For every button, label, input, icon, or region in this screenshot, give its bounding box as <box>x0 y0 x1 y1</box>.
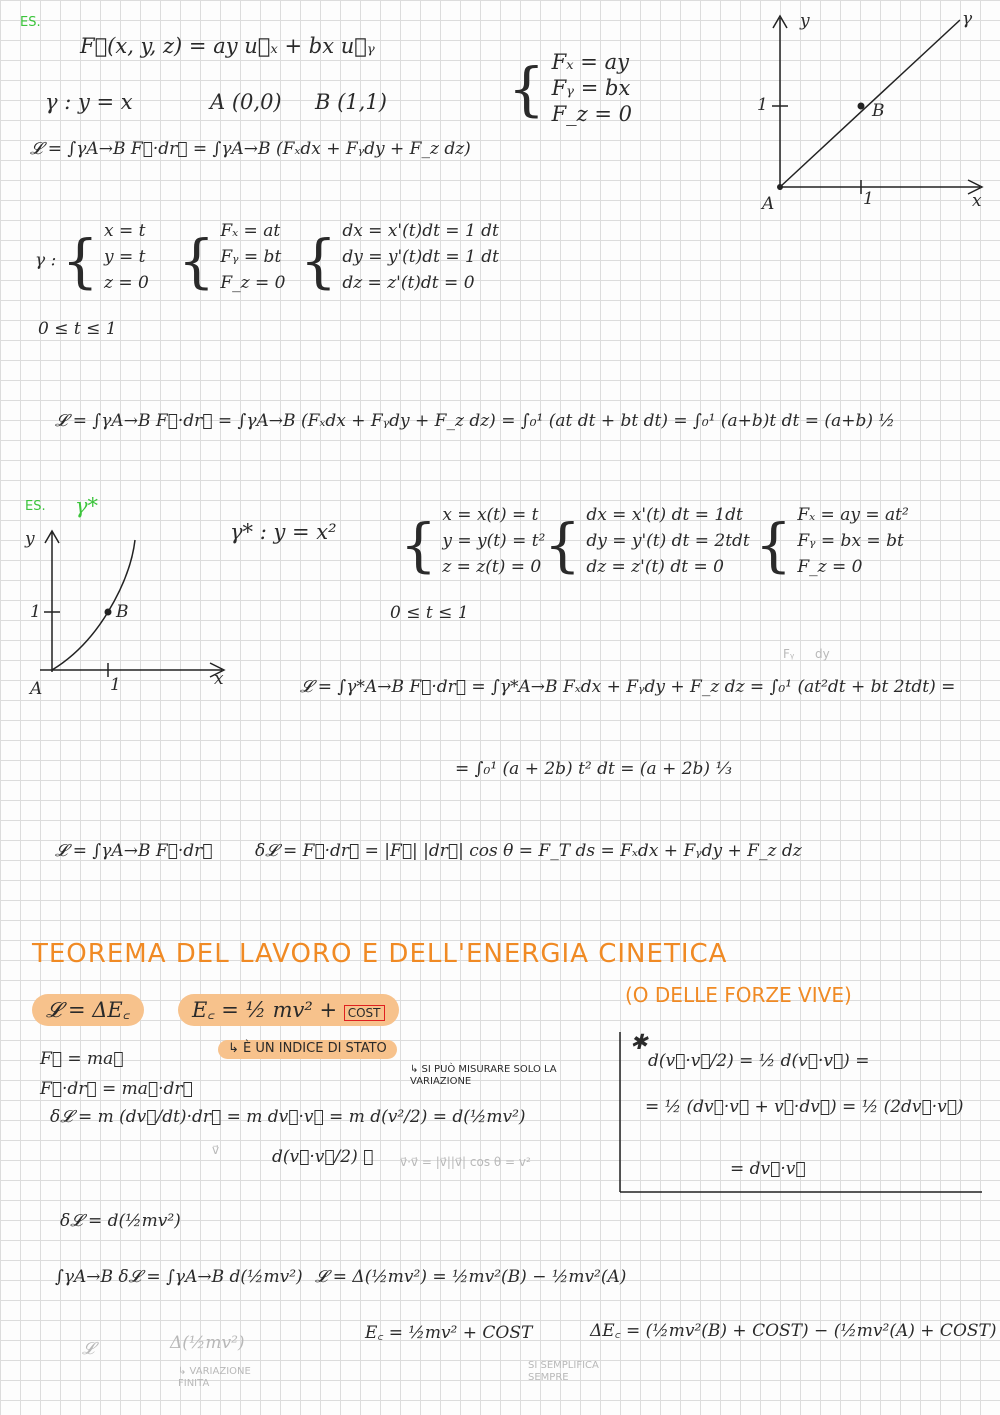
graph1-one-y: 1 <box>757 95 768 115</box>
cost-box: COST <box>344 1005 385 1021</box>
diff-z: dz = z'(t)dt = 0 <box>342 273 475 293</box>
newton-law: F⃗ = ma⃗ <box>40 1049 124 1069</box>
box-star: ✱ <box>630 1030 648 1054</box>
theorem-title: TEOREMA DEL LAVORO E DELL'ENERGIA CINETICA <box>32 939 728 969</box>
diff-y: dy = y'(t)dt = 1 dt <box>342 247 499 267</box>
box-line-1: d(v⃗·v⃗/2) = ½ d(v⃗·v⃗) = <box>648 1051 870 1071</box>
diff2-z: dz = z'(t) dt = 0 <box>586 557 724 577</box>
fparam2: { Fₓ = ay = at² Fᵧ = bx = bt F_z = 0 <box>755 506 909 584</box>
param-z: z = 0 <box>104 273 149 293</box>
fparam2-y: Fᵧ = bx = bt <box>797 531 904 551</box>
exercise-tag-1: ES. <box>20 15 41 30</box>
param-gamma: γ : { x = t y = t z = 0 <box>35 222 149 300</box>
gray-vv-note: v⃗·v⃗ = |v⃗||v⃗| cos θ = v² <box>400 1155 531 1169</box>
path-gamma: γ : y = x <box>45 90 133 114</box>
graph1-x-label: x <box>972 191 982 211</box>
fparam-y: Fᵧ = bt <box>220 247 282 267</box>
underbrace-derivative: d(v⃗·v⃗/2) ✱ <box>272 1147 374 1167</box>
graph2-point-a: A <box>30 679 43 699</box>
param-range: 0 ≤ t ≤ 1 <box>38 319 117 339</box>
param-forces: { Fₓ = at Fᵧ = bt F_z = 0 <box>178 222 285 300</box>
graph1-y-label: y <box>800 11 810 31</box>
gamma-star-tag: γ* <box>75 494 99 518</box>
point-b: B (1,1) <box>315 90 387 114</box>
component-fy: Fᵧ = bx <box>551 76 631 100</box>
diff2-x: dx = x'(t) dt = 1dt <box>586 505 743 525</box>
component-fz: F_z = 0 <box>551 102 633 126</box>
dot-product-step: F⃗·dr⃗ = ma⃗·dr⃗ <box>40 1079 193 1099</box>
component-fx: Fₓ = ay <box>551 50 629 74</box>
fparam2-x: Fₓ = ay = at² <box>797 505 909 525</box>
param2-range: 0 ≤ t ≤ 1 <box>390 603 469 623</box>
work-result-2b: = ∫₀¹ (a + 2b) t² dt = (a + 2b) ⅓ <box>455 759 732 779</box>
box-line-3: = dv⃗·v⃗ <box>730 1159 806 1179</box>
graph2-y-label: y <box>25 529 35 549</box>
fparam-x: Fₓ = at <box>220 221 281 241</box>
param2-y: y = y(t) = t² <box>442 531 546 551</box>
diff2-y: dy = y'(t) dt = 2tdt <box>586 531 750 551</box>
work-general: 𝓛 = ∫γA→B F⃗·dr⃗ <box>55 841 213 861</box>
force-definition: F⃗(x, y, z) = ay u⃗ₓ + bx u⃗ᵧ <box>80 34 375 58</box>
param-x: x = t <box>104 221 146 241</box>
box-line-2: = ½ (dv⃗·v⃗ + v⃗·dv⃗) = ½ (2dv⃗·v⃗) <box>645 1097 964 1117</box>
gray-simplify-note: SI SEMPLIFICA SEMPRE <box>528 1360 599 1383</box>
kinetic-energy-formula: E꜀ = ½ mv² + <box>192 998 338 1022</box>
gray-L-note: 𝓛 <box>82 1339 95 1359</box>
measure-note: ↳ SI PUÒ MISURARE SOLO LA VARIAZIONE <box>410 1064 557 1087</box>
param2-z: z = z(t) = 0 <box>442 557 542 577</box>
param2-x: x = x(t) = t <box>442 505 539 525</box>
work-variation: 𝓛 = Δ(½mv²) = ½mv²(B) − ½mv²(A) <box>315 1267 627 1287</box>
graph2-x-label: x <box>214 669 224 689</box>
param-diffs: { dx = x'(t)dt = 1 dt dy = y'(t)dt = 1 dt dz = z'(t)dt = 0 <box>300 222 499 300</box>
gray-delta-note: Δ(½mv²) <box>170 1333 245 1353</box>
state-index-note: ↳ È UN INDICE DI STATO <box>218 1040 397 1059</box>
param-y: y = t <box>104 247 146 267</box>
graph1-point-b: B <box>872 101 885 121</box>
graph2-one-y: 1 <box>30 602 41 622</box>
fparam2-z: F_z = 0 <box>797 557 863 577</box>
delta-work-derivation: δ𝓛 = m (dv⃗/dt)·dr⃗ = m dv⃗·v⃗ = m d(v²/2) = d(½mv²) <box>50 1107 526 1127</box>
theorem-subtitle: (O DELLE FORZE VIVE) <box>625 983 852 1007</box>
gray-variation-note: ↳ VARIAZIONE FINITA <box>178 1366 251 1389</box>
gray-note-dy: dy <box>815 647 830 661</box>
graph1-gamma-label: γ <box>962 9 973 29</box>
force-components: { Fₓ = ay Fᵧ = bx F_z = 0 <box>508 50 633 126</box>
work-result-1: 𝓛 = ∫γA→B F⃗·dr⃗ = ∫γA→B (Fₓdx + Fᵧdy + F_z dz) = ∫₀¹ (at dt + bt dt) = ∫₀¹ (a+b)t dt = (a+b) ½ <box>55 411 895 431</box>
work-differential: δ𝓛 = F⃗·dr⃗ = |F⃗| |dr⃗| cos θ = F_T ds = Fₓdx + Fᵧdy + F_z dz <box>255 841 802 861</box>
work-energy-theorem: 𝓛 = ΔE꜀ <box>32 994 144 1026</box>
path-gamma-star: γ* : y = x² <box>230 520 337 544</box>
delta-work-final: δ𝓛 = d(½mv²) <box>60 1211 181 1231</box>
point-a: A (0,0) <box>210 90 282 114</box>
exercise-tag-2: ES. <box>25 499 46 514</box>
kinetic-energy-cost: E꜀ = ½mv² + COST <box>365 1323 533 1343</box>
work-definition: 𝓛 = ∫γA→B F⃗·dr⃗ = ∫γA→B (Fₓdx + Fᵧdy + F_z dz) <box>30 139 471 159</box>
gray-v-note: v⃗ <box>212 1143 220 1157</box>
gray-note-fy: Fᵧ <box>783 647 795 661</box>
work-result-2a: 𝓛 = ∫γ*A→B F⃗·dr⃗ = ∫γ*A→B Fₓdx + Fᵧdy + F_z dz = ∫₀¹ (at²dt + bt 2tdt) = <box>300 677 956 697</box>
diff-x: dx = x'(t)dt = 1 dt <box>342 221 499 241</box>
graph2-point-b: B <box>116 602 129 622</box>
graph1-point-a: A <box>762 194 775 214</box>
param2: { x = x(t) = t y = y(t) = t² z = z(t) = 0 <box>400 506 545 584</box>
graph2-one-x: 1 <box>110 675 121 695</box>
diffs2: { dx = x'(t) dt = 1dt dy = y'(t) dt = 2tdt dz = z'(t) dt = 0 <box>544 506 750 584</box>
delta-kinetic-energy: ΔE꜀ = (½mv²(B) + COST) − (½mv²(A) + COST) <box>590 1321 997 1341</box>
graph1-one-x: 1 <box>863 189 874 209</box>
integral-work: ∫γA→B δ𝓛 = ∫γA→B d(½mv²) <box>55 1267 303 1287</box>
fparam-z: F_z = 0 <box>220 273 286 293</box>
